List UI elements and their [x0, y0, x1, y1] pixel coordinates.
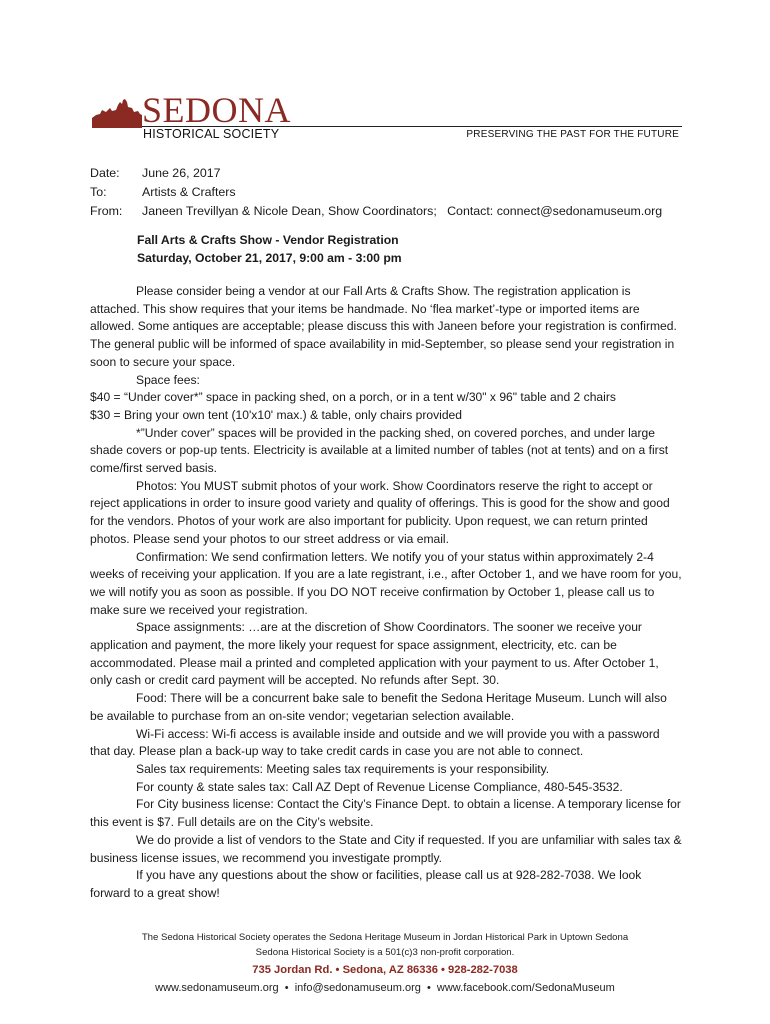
memo-to-row [90, 183, 662, 202]
city-license-paragraph: For City business license: Contact the City’s Finance Dept. to obtain a license. A temporary license for this event is $7. Full details are on the City’s website. [90, 797, 681, 830]
memo-date-row [90, 164, 662, 183]
footer [0, 930, 770, 997]
food-paragraph: Food: There will be a concurrent bake sale to benefit the Sedona Heritage Museum. Lunch will also be available to purchase from an on-site vendor; vegetarian selection available. [90, 691, 667, 723]
org-name: SEDONA [142, 90, 292, 130]
memo-from-row [90, 202, 662, 221]
space-assignments-paragraph: Space assignments: …are at the discretion of Show Coordinators. The sooner we receive your application and payment, the more likely your request for space assignment, electricity, etc. can be accommodated. Please mail a printed and completed application with your payment to us. After October 1, only cash or credit card payment will be accepted. No refunds after Sept. 30. [90, 620, 659, 688]
to-label: To: [90, 185, 107, 199]
sales-tax-paragraph: Sales tax requirements: Meeting sales tax requirements is your responsibility. [136, 761, 550, 776]
memo-block [90, 164, 662, 221]
subject-date: Saturday, October 21, 2017, 9:00 am - 3:00 pm [137, 251, 402, 265]
letterhead [92, 90, 682, 144]
from-value: Janeen Trevillyan & Nicole Dean, Show Coordinators; Contact: connect@sedonamuseum.org [142, 204, 663, 218]
intro-paragraph: Please consider being a vendor at our Fall Arts & Crafts Show. The registration application is attached. This show requires that your items be handmade. No ‘flea market’-type or imported items are allowed. Some antiques are acceptable; please discuss this with Janeen before your registration is confirmed. The general public will be informed of space availability in mid-September, so please send your registration in soon to secure your space. [90, 284, 677, 369]
date-value: June 26, 2017 [142, 166, 221, 180]
subject-heading [137, 231, 402, 267]
subject-title: Fall Arts & Crafts Show - Vendor Registration [137, 233, 399, 247]
footer-address: 735 Jordan Rd. • Sedona, AZ 86336 • 928-282-7038 [252, 964, 518, 976]
fee-line-own-tent: $30 = Bring your own tent (10'x10' max.) & table, only chairs provided [90, 407, 462, 422]
date-label: Date: [90, 166, 120, 180]
wifi-paragraph: Wi-Fi access: Wi-fi access is available inside and outside and we will provide you with a password that day. Please plan a back-up way to take credit cards in case you are not able to connect. [90, 726, 660, 759]
confirmation-paragraph: Confirmation: We send confirmation letters. We notify you of your status within approximately 2-4 weeks of receiving your application. If you are a late registrant, i.e., after October 1, and we have room for you, we will notify you as soon as possible. If you DO NOT receive confirmation by October 1, please call us to make sure we received your registration. [90, 549, 682, 617]
from-label: From: [90, 204, 123, 218]
footer-operations-line: The Sedona Historical Society operates the Sedona Heritage Museum in Jordan Historical Park in Uptown Sedona [141, 932, 629, 943]
vendor-list-paragraph: We do provide a list of vendors to the State and City if requested. If you are unfamiliar with sales tax & business license issues, we recommend you investigate promptly. [90, 832, 682, 865]
red-rock-skyline-logo [92, 98, 142, 128]
org-subtitle: HISTORICAL SOCIETY [143, 127, 280, 141]
fee-line-covered: $40 = “Under cover*” space in packing shed, on a porch, or in a tent w/30" x 96" table and 2 chairs [90, 390, 616, 405]
county-tax-paragraph: For county & state sales tax: Call AZ Dept of Revenue License Compliance, 480-545-3532. [136, 779, 623, 794]
undercover-paragraph: *”Under cover” spaces will be provided in the packing shed, on covered porches, and under large shade covers or pop-up tents. Electricity is available at a limited number of tables (not at tents) and on a first come/first served basis. [90, 425, 669, 476]
space-fees-heading: Space fees: [136, 372, 200, 387]
letter-body [90, 283, 682, 903]
footer-nonprofit-line: Sedona Historical Society is a 501(c)3 non-profit corporation. [255, 947, 515, 958]
footer-links: www.sedonamuseum.org • info@sedonamuseum.org • www.facebook.com/SedonaMuseum [155, 982, 615, 994]
closing-paragraph: If you have any questions about the show or facilities, please call us at 928-282-7038. We look forward to a great show! [90, 868, 642, 900]
tagline: PRESERVING THE PAST FOR THE FUTURE [466, 129, 679, 140]
to-value: Artists & Crafters [142, 185, 236, 199]
photos-paragraph: Photos: You MUST submit photos of your work. Show Coordinators reserve the right to accept or reject applications in order to insure good variety and quality of offerings. This is good for the show and good for the vendors. Photos of your work are also important for publicity. Upon request, we can return printed photos. Please send your photos to our street address or via email. [90, 478, 670, 546]
